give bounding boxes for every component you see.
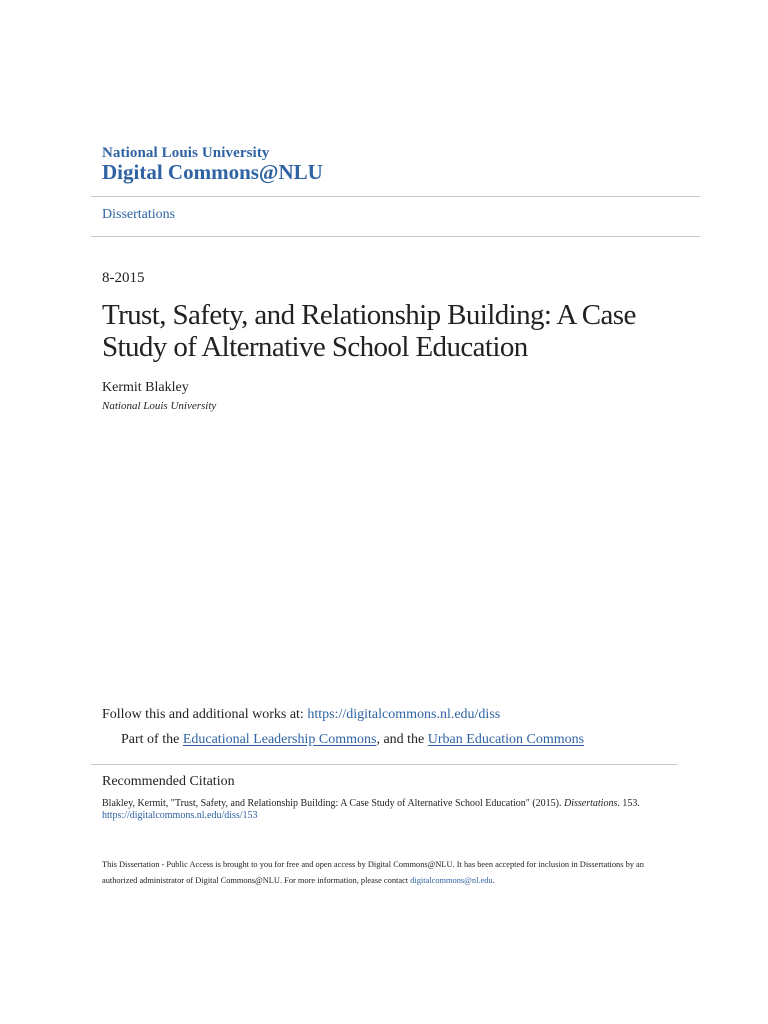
part-of-conjunction: , and the [376,732,428,747]
repository-link[interactable]: Digital Commons@NLU [102,160,323,184]
access-notice [102,857,662,889]
institution-name: National Louis University [102,145,270,161]
urban-education-commons-link[interactable]: Urban Education Commons [427,732,585,747]
document-title: Trust, Safety, and Relationship Building: A Case Study of Alternative School Education [102,299,636,363]
citation-body: Blakley, Kermit, "Trust, Safety, and Relationship Building: A Case Study of Alternative School Education" (2015). [102,798,565,809]
citation-text [102,797,640,810]
collection-link[interactable]: Dissertations [102,207,176,222]
author-affiliation: National Louis University [102,400,217,412]
follow-url-link[interactable]: https://digitalcommons.nl.edu/diss [307,707,501,722]
notice-period: . [492,876,495,885]
citation-number: . 153. [617,798,640,809]
educational-leadership-commons-link[interactable]: Educational Leadership Commons [182,732,377,747]
publication-date: 8-2015 [102,270,145,286]
follow-line [102,707,500,723]
header-divider-top [91,196,700,197]
citation-url-link[interactable]: https://digitalcommons.nl.edu/diss/153 [102,810,258,821]
notice-text: This Dissertation - Public Access is brought to you for free and open access by Digital Commons@NLU. It has been accepted for inclusion in Dissertations by an authorized administrator of Digital Commons@NLU. For more information, please contact [102,860,644,885]
part-of-line [121,732,584,748]
author-name: Kermit Blakley [102,380,189,395]
contact-email-link[interactable]: digitalcommons@nl.edu [410,876,493,885]
citation-heading: Recommended Citation [102,774,235,789]
citation-series: Dissertations [564,798,618,809]
header-divider-bottom [91,236,700,237]
follow-label: Follow this and additional works at: [102,707,308,722]
part-of-label: Part of the [121,732,183,747]
citation-divider [91,764,678,765]
